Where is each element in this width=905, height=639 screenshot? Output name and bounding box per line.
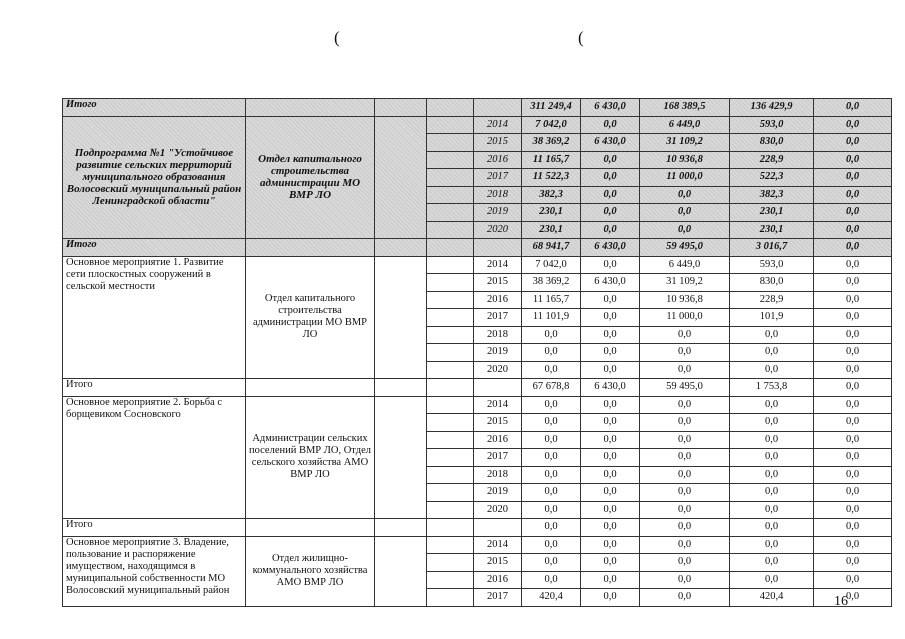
cell-value: 0,0 bbox=[814, 414, 892, 432]
year-cell: 2019 bbox=[474, 204, 522, 222]
cell-value: 0,0 bbox=[522, 449, 581, 467]
empty-cell bbox=[427, 116, 474, 134]
year-cell: 2016 bbox=[474, 431, 522, 449]
year-cell: 2017 bbox=[474, 309, 522, 327]
cell-value: 67 678,8 bbox=[522, 379, 581, 397]
cell-value: 0,0 bbox=[814, 589, 892, 607]
cell-value: 168 389,5 bbox=[640, 99, 730, 117]
cell-value: 0,0 bbox=[522, 501, 581, 519]
cell-value: 0,0 bbox=[640, 484, 730, 502]
year-cell: 2015 bbox=[474, 414, 522, 432]
year-cell: 2015 bbox=[474, 274, 522, 292]
empty-cell bbox=[427, 221, 474, 239]
cell-value: 0,0 bbox=[814, 274, 892, 292]
table-row bbox=[63, 536, 892, 554]
total-row bbox=[63, 379, 892, 397]
empty-cell bbox=[427, 414, 474, 432]
empty-cell bbox=[427, 501, 474, 519]
cell-value: 7 042,0 bbox=[522, 256, 581, 274]
year-cell: 2018 bbox=[474, 326, 522, 344]
cell-value: 0,0 bbox=[730, 414, 814, 432]
cell-value: 0,0 bbox=[730, 431, 814, 449]
cell-value: 0,0 bbox=[730, 484, 814, 502]
row-label: Итого bbox=[63, 519, 246, 537]
empty-cell bbox=[427, 536, 474, 554]
year-cell: 2014 bbox=[474, 396, 522, 414]
year-cell: 2015 bbox=[474, 554, 522, 572]
cell-value: 0,0 bbox=[730, 554, 814, 572]
row-label: Итого bbox=[63, 379, 246, 397]
block-name: Подпрограмма №1 "Устойчивое развитие сельских территорий муниципального образования Волосовский муниципальный район Ленинградской области" bbox=[63, 116, 246, 239]
empty-cell bbox=[427, 449, 474, 467]
cell-value: 0,0 bbox=[730, 361, 814, 379]
block-org: Отдел капитального строительства администрации МО ВМР ЛО bbox=[246, 116, 375, 239]
empty-cell bbox=[427, 326, 474, 344]
year-cell: 2014 bbox=[474, 116, 522, 134]
cell-value: 0,0 bbox=[640, 554, 730, 572]
cell-value: 830,0 bbox=[730, 134, 814, 152]
cell-value: 0,0 bbox=[640, 536, 730, 554]
cell-value: 0,0 bbox=[814, 449, 892, 467]
cell-value: 228,9 bbox=[730, 151, 814, 169]
cell-value: 593,0 bbox=[730, 116, 814, 134]
cell-value: 0,0 bbox=[581, 344, 640, 362]
empty-cell bbox=[427, 519, 474, 537]
cell-value: 0,0 bbox=[814, 361, 892, 379]
empty-cell bbox=[427, 291, 474, 309]
table-row bbox=[63, 396, 892, 414]
cell-value: 0,0 bbox=[581, 309, 640, 327]
cell-value: 0,0 bbox=[730, 344, 814, 362]
cell-value: 6 449,0 bbox=[640, 116, 730, 134]
empty-cell bbox=[427, 396, 474, 414]
empty-cell bbox=[427, 204, 474, 222]
cell-value: 6 430,0 bbox=[581, 379, 640, 397]
cell-value: 0,0 bbox=[814, 466, 892, 484]
cell-value: 59 495,0 bbox=[640, 379, 730, 397]
cell-value: 230,1 bbox=[522, 221, 581, 239]
cell-value: 0,0 bbox=[581, 116, 640, 134]
cell-value: 10 936,8 bbox=[640, 291, 730, 309]
cell-value: 420,4 bbox=[522, 589, 581, 607]
cell-value: 6 430,0 bbox=[581, 274, 640, 292]
empty-cell bbox=[375, 519, 427, 537]
cell-value: 0,0 bbox=[581, 221, 640, 239]
cell-value: 0,0 bbox=[814, 256, 892, 274]
cell-value: 6 430,0 bbox=[581, 134, 640, 152]
cell-value: 0,0 bbox=[814, 536, 892, 554]
cell-value: 0,0 bbox=[581, 256, 640, 274]
block-org: Отдел капитального строительства администрации МО ВМР ЛО bbox=[246, 256, 375, 379]
cell-value: 0,0 bbox=[581, 361, 640, 379]
cell-value: 0,0 bbox=[814, 186, 892, 204]
year-cell: 2016 bbox=[474, 571, 522, 589]
cell-value: 0,0 bbox=[814, 431, 892, 449]
empty-cell bbox=[427, 239, 474, 257]
year-cell: 2016 bbox=[474, 151, 522, 169]
cell-value: 0,0 bbox=[581, 186, 640, 204]
cell-value: 0,0 bbox=[581, 291, 640, 309]
cell-value: 11 000,0 bbox=[640, 309, 730, 327]
cell-value: 0,0 bbox=[522, 519, 581, 537]
empty-cell bbox=[427, 379, 474, 397]
cell-value: 0,0 bbox=[581, 501, 640, 519]
year-cell: 2014 bbox=[474, 536, 522, 554]
empty-cell bbox=[375, 116, 427, 239]
cell-value: 0,0 bbox=[814, 221, 892, 239]
cell-value: 0,0 bbox=[730, 326, 814, 344]
cell-value: 59 495,0 bbox=[640, 239, 730, 257]
total-row bbox=[63, 239, 892, 257]
cell-value: 0,0 bbox=[640, 396, 730, 414]
top-total-row bbox=[63, 99, 892, 117]
cell-value: 420,4 bbox=[730, 589, 814, 607]
cell-value: 382,3 bbox=[730, 186, 814, 204]
cell-value: 11 165,7 bbox=[522, 151, 581, 169]
cell-value: 6 430,0 bbox=[581, 99, 640, 117]
empty-cell bbox=[427, 361, 474, 379]
empty-cell bbox=[474, 239, 522, 257]
cell-value: 0,0 bbox=[730, 536, 814, 554]
cell-value: 0,0 bbox=[640, 204, 730, 222]
cell-value: 230,1 bbox=[730, 221, 814, 239]
empty-cell bbox=[427, 274, 474, 292]
cell-value: 0,0 bbox=[581, 431, 640, 449]
empty-cell bbox=[474, 379, 522, 397]
page-number: 16 bbox=[834, 594, 848, 609]
cell-value: 230,1 bbox=[730, 204, 814, 222]
cell-value: 0,0 bbox=[640, 501, 730, 519]
cell-value: 0,0 bbox=[640, 571, 730, 589]
cell-value: 10 936,8 bbox=[640, 151, 730, 169]
cell-value: 136 429,9 bbox=[730, 99, 814, 117]
block-name: Основное мероприятие 1. Развитие сети плоскостных сооружений в сельской местности bbox=[63, 256, 246, 379]
year-cell: 2016 bbox=[474, 291, 522, 309]
cell-value: 0,0 bbox=[640, 361, 730, 379]
cell-value: 228,9 bbox=[730, 291, 814, 309]
empty-cell bbox=[375, 239, 427, 257]
cell-value: 0,0 bbox=[814, 99, 892, 117]
cell-value: 0,0 bbox=[730, 449, 814, 467]
cell-value: 311 249,4 bbox=[522, 99, 581, 117]
cell-value: 0,0 bbox=[814, 396, 892, 414]
year-cell: 2017 bbox=[474, 449, 522, 467]
cell-value: 522,3 bbox=[730, 169, 814, 187]
cell-value: 0,0 bbox=[814, 484, 892, 502]
empty-cell bbox=[427, 186, 474, 204]
cell-value: 0,0 bbox=[522, 571, 581, 589]
cell-value: 0,0 bbox=[581, 326, 640, 344]
year-cell: 2014 bbox=[474, 256, 522, 274]
cell-value: 0,0 bbox=[581, 151, 640, 169]
cell-value: 0,0 bbox=[640, 326, 730, 344]
cell-value: 0,0 bbox=[522, 344, 581, 362]
empty-cell bbox=[427, 344, 474, 362]
year-cell: 2017 bbox=[474, 589, 522, 607]
empty-cell bbox=[246, 239, 375, 257]
cell-value: 0,0 bbox=[522, 484, 581, 502]
cell-value: 0,0 bbox=[522, 396, 581, 414]
empty-cell bbox=[427, 169, 474, 187]
empty-cell bbox=[246, 519, 375, 537]
empty-cell bbox=[427, 554, 474, 572]
header-paren-right: ( bbox=[578, 28, 584, 47]
cell-value: 11 165,7 bbox=[522, 291, 581, 309]
cell-value: 0,0 bbox=[522, 431, 581, 449]
cell-value: 0,0 bbox=[581, 449, 640, 467]
empty-cell bbox=[427, 466, 474, 484]
cell-value: 7 042,0 bbox=[522, 116, 581, 134]
cell-value: 0,0 bbox=[640, 589, 730, 607]
cell-value: 0,0 bbox=[581, 204, 640, 222]
cell-value: 0,0 bbox=[581, 466, 640, 484]
empty-cell bbox=[427, 571, 474, 589]
empty-cell bbox=[427, 256, 474, 274]
cell-value: 593,0 bbox=[730, 256, 814, 274]
cell-value: 0,0 bbox=[814, 134, 892, 152]
empty-cell bbox=[375, 396, 427, 519]
block-name: Основное мероприятие 3. Владение, пользование и распоряжение имуществом, находящимся в муниципальной собственности МО Волосовский муниципальный район bbox=[63, 536, 246, 606]
cell-value: 0,0 bbox=[522, 466, 581, 484]
cell-value: 0,0 bbox=[522, 361, 581, 379]
cell-value: 0,0 bbox=[581, 589, 640, 607]
total-row bbox=[63, 519, 892, 537]
cell-value: 0,0 bbox=[814, 239, 892, 257]
cell-value: 830,0 bbox=[730, 274, 814, 292]
cell-value: 0,0 bbox=[581, 519, 640, 537]
cell-value: 11 000,0 bbox=[640, 169, 730, 187]
row-label: Итого bbox=[63, 239, 246, 257]
cell-value: 0,0 bbox=[814, 116, 892, 134]
empty-cell bbox=[427, 589, 474, 607]
cell-value: 0,0 bbox=[814, 309, 892, 327]
cell-value: 0,0 bbox=[814, 519, 892, 537]
cell-value: 0,0 bbox=[814, 151, 892, 169]
cell-value: 0,0 bbox=[581, 484, 640, 502]
year-cell: 2018 bbox=[474, 186, 522, 204]
cell-value: 0,0 bbox=[522, 414, 581, 432]
empty-cell bbox=[474, 519, 522, 537]
cell-value: 382,3 bbox=[522, 186, 581, 204]
cell-value: 0,0 bbox=[814, 501, 892, 519]
empty-cell bbox=[427, 134, 474, 152]
cell-value: 0,0 bbox=[581, 571, 640, 589]
cell-value: 0,0 bbox=[640, 344, 730, 362]
year-cell: 2019 bbox=[474, 344, 522, 362]
cell-value: 0,0 bbox=[730, 571, 814, 589]
cell-value: 11 101,9 bbox=[522, 309, 581, 327]
budget-table bbox=[62, 98, 892, 607]
cell-value: 38 369,2 bbox=[522, 134, 581, 152]
cell-value: 0,0 bbox=[640, 519, 730, 537]
cell-value: 0,0 bbox=[730, 396, 814, 414]
cell-value: 101,9 bbox=[730, 309, 814, 327]
cell-value: 0,0 bbox=[522, 554, 581, 572]
cell-value: 0,0 bbox=[814, 326, 892, 344]
block-name: Основное мероприятие 2. Борьба с борщевиком Сосновского bbox=[63, 396, 246, 519]
cell-value: 3 016,7 bbox=[730, 239, 814, 257]
year-cell: 2017 bbox=[474, 169, 522, 187]
cell-value: 31 109,2 bbox=[640, 274, 730, 292]
cell-value: 0,0 bbox=[640, 221, 730, 239]
cell-value: 6 449,0 bbox=[640, 256, 730, 274]
cell-value: 0,0 bbox=[581, 414, 640, 432]
empty-cell bbox=[375, 536, 427, 606]
cell-value: 230,1 bbox=[522, 204, 581, 222]
empty-cell bbox=[427, 151, 474, 169]
block-org: Администрации сельских поселений ВМР ЛО, Отдел сельского хозяйства АМО ВМР ЛО bbox=[246, 396, 375, 519]
cell-value: 0,0 bbox=[640, 466, 730, 484]
cell-value: 0,0 bbox=[640, 414, 730, 432]
year-cell: 2020 bbox=[474, 361, 522, 379]
table-row bbox=[63, 116, 892, 134]
cell-value: 0,0 bbox=[730, 501, 814, 519]
year-cell: 2018 bbox=[474, 466, 522, 484]
cell-value: 0,0 bbox=[640, 449, 730, 467]
cell-value: 0,0 bbox=[814, 204, 892, 222]
empty-cell bbox=[375, 256, 427, 379]
cell-value: 31 109,2 bbox=[640, 134, 730, 152]
empty-cell bbox=[246, 379, 375, 397]
cell-value: 0,0 bbox=[640, 186, 730, 204]
cell-value: 11 522,3 bbox=[522, 169, 581, 187]
empty-cell bbox=[375, 379, 427, 397]
empty-cell bbox=[427, 431, 474, 449]
cell-value: 0,0 bbox=[581, 396, 640, 414]
cell-value: 0,0 bbox=[730, 519, 814, 537]
cell-value: 0,0 bbox=[522, 536, 581, 554]
cell-value: 0,0 bbox=[581, 169, 640, 187]
row-label: Итого bbox=[63, 99, 246, 117]
cell-value: 1 753,8 bbox=[730, 379, 814, 397]
cell-value: 6 430,0 bbox=[581, 239, 640, 257]
year-cell: 2015 bbox=[474, 134, 522, 152]
cell-value: 68 941,7 bbox=[522, 239, 581, 257]
cell-value: 0,0 bbox=[814, 379, 892, 397]
cell-value: 0,0 bbox=[814, 291, 892, 309]
cell-value: 0,0 bbox=[581, 536, 640, 554]
table-row bbox=[63, 256, 892, 274]
cell-value: 0,0 bbox=[814, 169, 892, 187]
cell-value: 0,0 bbox=[730, 466, 814, 484]
cell-value: 0,0 bbox=[522, 326, 581, 344]
empty-cell bbox=[427, 484, 474, 502]
year-cell: 2020 bbox=[474, 501, 522, 519]
budget-table-body bbox=[63, 99, 892, 607]
cell-value: 0,0 bbox=[814, 571, 892, 589]
cell-value: 0,0 bbox=[640, 431, 730, 449]
block-org: Отдел жилищно-коммунального хозяйства АМО ВМР ЛО bbox=[246, 536, 375, 606]
cell-value: 0,0 bbox=[581, 554, 640, 572]
cell-value: 0,0 bbox=[814, 554, 892, 572]
year-cell: 2019 bbox=[474, 484, 522, 502]
cell-value: 0,0 bbox=[814, 344, 892, 362]
cell-value: 38 369,2 bbox=[522, 274, 581, 292]
header-paren-left: ( bbox=[334, 28, 340, 47]
empty-cell bbox=[427, 309, 474, 327]
year-cell: 2020 bbox=[474, 221, 522, 239]
